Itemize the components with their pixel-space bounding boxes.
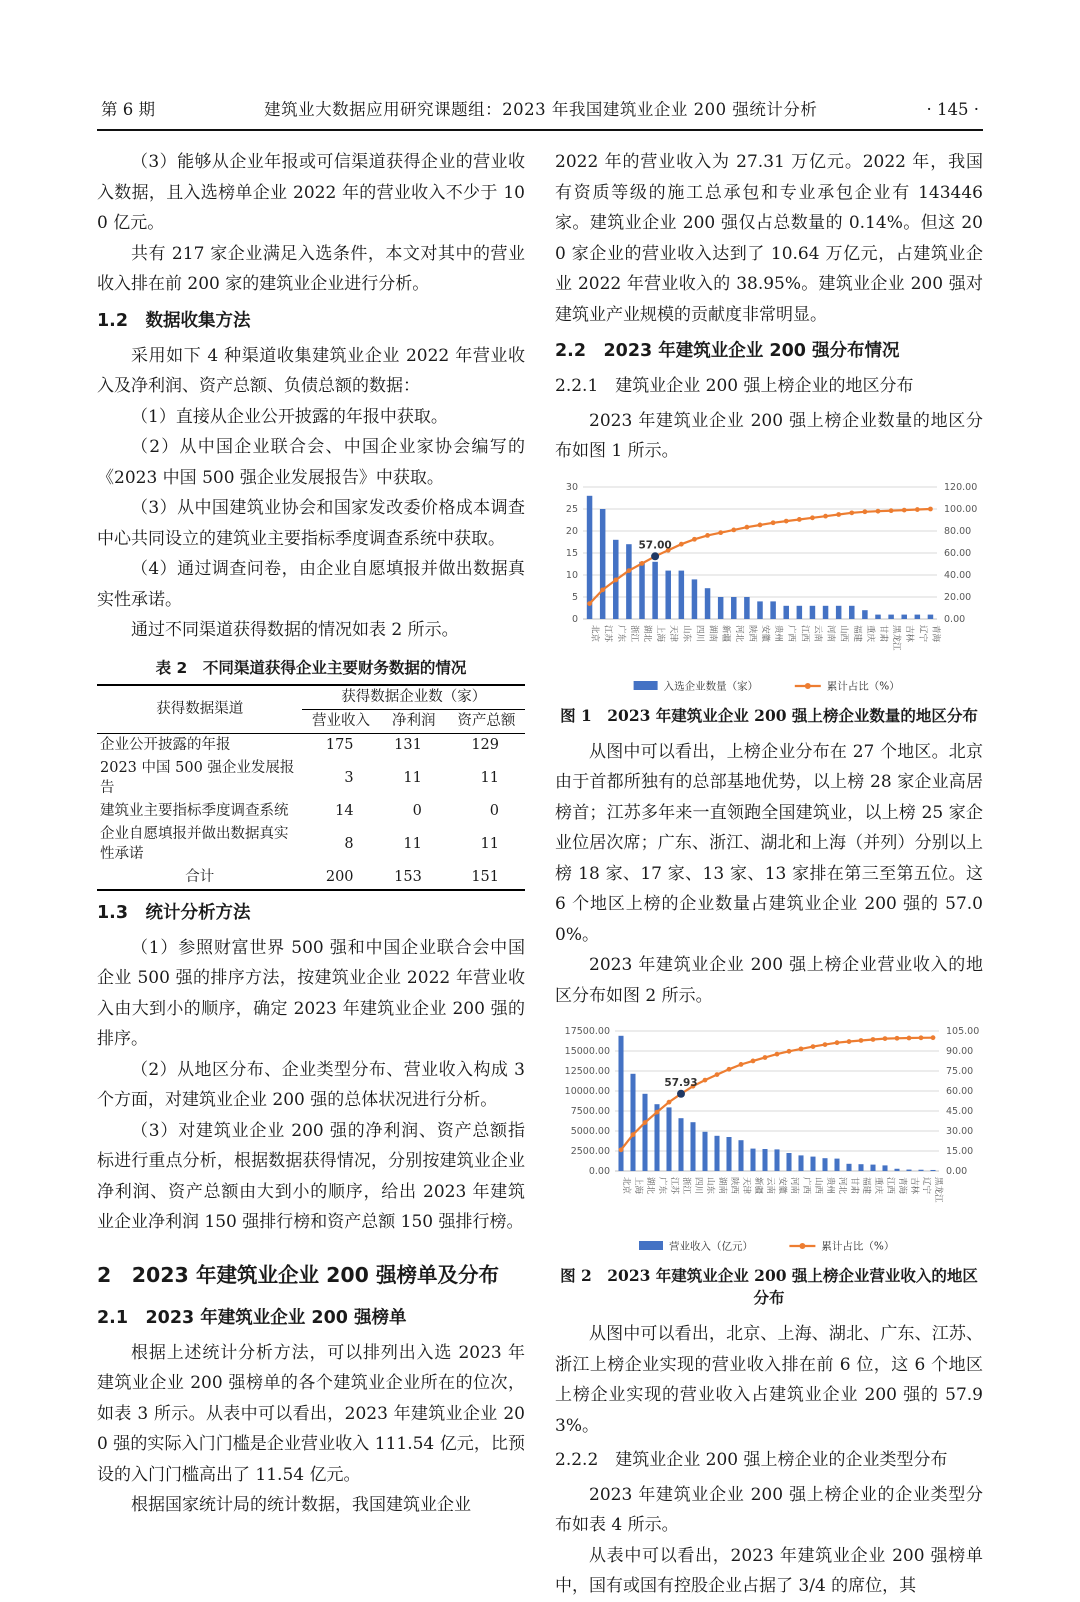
- paragraph: 从图中可以看出，上榜企业分布在 27 个地区。北京由于首都所独有的总部基地优势，以上榜 28 家企业高居榜首；江苏多年来一直领跑全国建筑业，以上榜 25 家企业位居次席；广东、浙江、湖北和上海（并列）分别以上榜 18 家、17 家、13 家、13 家排在第三至第五位。这 6 个地区上榜的企业数量占建筑业企业 200 强的 57.00%。: [555, 741, 983, 945]
- table-cell-value: 151: [471, 869, 499, 885]
- svg-text:0.00: 0.00: [946, 1166, 968, 1178]
- table-row: [97, 823, 525, 866]
- figure2-pareto-chart: [555, 1021, 983, 1261]
- svg-text:0.00: 0.00: [588, 1166, 610, 1178]
- svg-text:黑龙江: 黑龙江: [891, 624, 902, 651]
- subsection-heading-2-2-1: 2.2.1 建筑业企业 200 强上榜企业的地区分布: [555, 376, 914, 396]
- svg-text:陕西: 陕西: [729, 1177, 739, 1195]
- table-cell-value: 11: [480, 836, 499, 852]
- figure2-caption: 图 2 2023 年建筑业企业 200 强上榜企业营业收入的地区分布: [560, 1266, 978, 1307]
- svg-text:广东: 广东: [657, 1177, 667, 1195]
- right-column: [555, 147, 983, 1602]
- table-cell-channel: 2023 中国 500 强企业发展报告: [100, 760, 295, 796]
- svg-text:河北: 河北: [837, 1177, 847, 1195]
- table2-col-revenue: 营业收入: [302, 709, 379, 733]
- svg-text:新疆: 新疆: [753, 1177, 763, 1195]
- svg-text:广西: 广西: [801, 1177, 811, 1195]
- svg-text:河南: 河南: [789, 1177, 799, 1195]
- paragraph: （2）从中国企业联合会、中国企业家协会编写的《2023 中国 500 强企业发展报告》中获取。: [97, 437, 525, 488]
- table-cell-value: 14: [335, 803, 354, 819]
- svg-text:浙江: 浙江: [681, 1177, 691, 1195]
- table-cell-channel: 建筑业主要指标季度调查系统: [100, 803, 289, 819]
- left-column: [97, 147, 525, 1602]
- table2-body: [97, 733, 525, 890]
- svg-text:北京: 北京: [589, 624, 600, 642]
- svg-text:河南: 河南: [825, 624, 836, 642]
- svg-text:累计占比（%）: 累计占比（%）: [821, 1240, 895, 1253]
- svg-text:120.00: 120.00: [944, 481, 978, 493]
- figure1-pareto-chart: [555, 477, 983, 701]
- paragraph: 2022 年的营业收入为 27.31 万亿元。2022 年，我国有资质等级的施工总承包和专业承包企业有 143446 家。建筑业企业 200 强仅占总数量的 0.14%。但这 200 家企业的营业收入达到了 10.64 万亿元，占建筑业企业 2022 年营业收入的 38.95%。建筑业企业 200 强对建筑业产业规模的贡献度非常明显。: [555, 152, 983, 325]
- svg-text:安徽: 安徽: [777, 1177, 787, 1195]
- svg-text:30: 30: [565, 481, 578, 493]
- svg-text:湖南: 湖南: [717, 1177, 727, 1195]
- svg-text:四川: 四川: [693, 1177, 703, 1195]
- svg-text:河北: 河北: [733, 624, 744, 642]
- svg-text:营业收入（亿元）: 营业收入（亿元）: [669, 1240, 753, 1253]
- svg-text:广东: 广东: [615, 624, 626, 642]
- paragraph: （1）直接从企业公开披露的年报中获取。: [131, 406, 448, 427]
- svg-text:上海: 上海: [633, 1177, 643, 1195]
- table-cell-channel: 企业自愿填报并做出数据真实性承诺: [100, 826, 289, 862]
- svg-text:吉林: 吉林: [904, 624, 915, 642]
- table-cell-value: 8: [344, 836, 354, 852]
- svg-text:105.00: 105.00: [946, 1026, 980, 1038]
- svg-text:10: 10: [565, 569, 578, 581]
- paragraph: （3）能够从企业年报或可信渠道获得企业的营业收入数据，且入选榜单企业 2022 年的营业收入不少于 100 亿元。: [97, 152, 525, 233]
- svg-text:0.00: 0.00: [944, 613, 966, 625]
- table-cell-value: 175: [325, 737, 354, 753]
- paragraph: 根据国家统计局的统计数据，我国建筑业企业: [131, 1495, 471, 1515]
- svg-text:45.00: 45.00: [946, 1106, 974, 1118]
- svg-text:吉林: 吉林: [909, 1177, 919, 1195]
- table2-row-header: 获得数据渠道: [97, 685, 302, 734]
- svg-text:江苏: 江苏: [602, 624, 613, 642]
- svg-text:80.00: 80.00: [944, 525, 972, 537]
- paragraph: 通过不同渠道获得数据的情况如表 2 所示。: [131, 620, 459, 640]
- figure1: [555, 477, 983, 727]
- svg-text:北京: 北京: [621, 1177, 631, 1195]
- running-title: 建筑业大数据应用研究课题组：2023 年我国建筑业企业 200 强统计分析: [264, 100, 818, 119]
- svg-text:湖南: 湖南: [707, 624, 718, 642]
- svg-text:江西: 江西: [799, 624, 810, 642]
- svg-text:浙江: 浙江: [628, 624, 639, 642]
- svg-text:青海: 青海: [930, 624, 941, 642]
- svg-text:甘肃: 甘肃: [849, 1177, 859, 1195]
- page-number: · 145 ·: [926, 100, 979, 119]
- svg-text:5: 5: [571, 591, 578, 603]
- table2-block: [97, 656, 525, 891]
- subsection-heading-2-2-2: 2.2.2 建筑业企业 200 强上榜企业的企业类型分布: [555, 1450, 948, 1470]
- paragraph: 采用如下 4 种渠道收集建筑业企业 2022 年营业收入及净利润、资产总额、负债总额的数据：: [97, 345, 525, 396]
- svg-text:90.00: 90.00: [946, 1046, 974, 1058]
- table2-group-header: 获得数据企业数（家）: [302, 685, 525, 710]
- svg-text:15000.00: 15000.00: [564, 1046, 610, 1058]
- svg-text:5000.00: 5000.00: [570, 1126, 610, 1138]
- svg-text:累计占比（%）: 累计占比（%）: [826, 680, 900, 692]
- table-cell-value: 11: [403, 836, 422, 852]
- svg-text:天津: 天津: [668, 624, 679, 642]
- svg-text:四川: 四川: [694, 624, 705, 642]
- svg-text:云南: 云南: [765, 1177, 775, 1195]
- table-cell-value: 3: [344, 770, 354, 786]
- svg-text:20.00: 20.00: [944, 591, 972, 603]
- table2-title: 表 2 不同渠道获得企业主要财务数据的情况: [155, 658, 467, 677]
- paragraph: （2）从地区分布、企业类型分布、营业收入构成 3 个方面，对建筑业企业 200 强的总体状况进行分析。: [97, 1059, 525, 1110]
- paragraph: 从表中可以看出，2023 年建筑业企业 200 强榜单中，国有或国有控股企业占据了 3/4 的席位，其: [555, 1545, 983, 1596]
- issue-number: 第 6 期: [101, 100, 155, 119]
- section-heading-1-3: 1.3 统计分析方法: [97, 902, 251, 923]
- svg-text:上海: 上海: [655, 624, 666, 642]
- svg-text:陕西: 陕西: [746, 624, 757, 642]
- table-cell-value: 131: [394, 737, 422, 753]
- table-cell-value: 11: [480, 770, 499, 786]
- svg-text:辽宁: 辽宁: [921, 1177, 931, 1195]
- svg-text:贵州: 贵州: [773, 624, 784, 642]
- svg-text:湖北: 湖北: [645, 1177, 655, 1195]
- svg-text:江苏: 江苏: [669, 1177, 679, 1195]
- svg-text:15: 15: [565, 547, 578, 559]
- table-cell-value: 0: [412, 803, 422, 819]
- svg-text:天津: 天津: [741, 1177, 751, 1195]
- svg-text:贵州: 贵州: [825, 1177, 835, 1195]
- svg-text:57.00: 57.00: [638, 538, 672, 551]
- svg-text:15.00: 15.00: [946, 1146, 974, 1158]
- table-cell-value: 153: [394, 869, 422, 885]
- svg-text:20: 20: [565, 525, 578, 537]
- svg-text:广西: 广西: [786, 624, 797, 642]
- svg-text:2500.00: 2500.00: [570, 1146, 610, 1158]
- table-cell-channel: 合计: [185, 869, 215, 885]
- paragraph: （3）对建筑业企业 200 强的净利润、资产总额指标进行重点分析，根据数据获得情况，分别按建筑业企业净利润、资产总额由大到小的顺序，给出 2023 年建筑业企业净利润 150 强排行榜和资产总额 150 强排行榜。: [97, 1120, 525, 1232]
- svg-text:山东: 山东: [681, 624, 692, 642]
- paragraph: 2023 年建筑业企业 200 强上榜企业营业收入的地区分布如图 2 所示。: [555, 955, 983, 1006]
- table2: [97, 684, 525, 891]
- table2-col-profit: 净利润: [380, 709, 448, 733]
- svg-text:75.00: 75.00: [946, 1066, 974, 1078]
- svg-text:福建: 福建: [861, 1177, 871, 1195]
- svg-text:30.00: 30.00: [946, 1126, 974, 1138]
- paragraph: 从图中可以看出，北京、上海、湖北、广东、江苏、浙江上榜企业实现的营业收入排在前 6 位，这 6 个地区上榜企业实现的营业收入占建筑业企业 200 强的 57.93%。: [555, 1324, 983, 1436]
- paragraph: （4）通过调查问卷，由企业自愿填报并做出数据真实性承诺。: [97, 559, 525, 610]
- paragraph: 共有 217 家企业满足入选条件，本文对其中的营业收入排在前 200 家的建筑业企业进行分析。: [97, 243, 525, 294]
- svg-text:湖北: 湖北: [642, 624, 652, 642]
- svg-text:12500.00: 12500.00: [564, 1066, 610, 1078]
- svg-text:入选企业数量（家）: 入选企业数量（家）: [663, 680, 759, 692]
- paragraph: 2023 年建筑业企业 200 强上榜企业的企业类型分布如表 4 所示。: [555, 1484, 983, 1535]
- svg-text:100.00: 100.00: [944, 503, 978, 515]
- svg-text:山西: 山西: [838, 624, 849, 642]
- figure2: [555, 1021, 983, 1309]
- svg-text:安徽: 安徽: [760, 624, 770, 642]
- svg-text:黑龙江: 黑龙江: [933, 1177, 943, 1203]
- svg-text:福建: 福建: [851, 624, 862, 642]
- header-rule: [97, 129, 983, 131]
- table-cell-value: 129: [471, 737, 499, 753]
- figure1-caption: 图 1 2023 年建筑业企业 200 强上榜企业数量的地区分布: [560, 705, 978, 725]
- svg-text:57.93: 57.93: [664, 1076, 698, 1089]
- svg-text:重庆: 重庆: [864, 624, 875, 642]
- paragraph: （3）从中国建筑业协会和国家发改委价格成本调查中心共同设立的建筑业主要指标季度调查系统中获取。: [97, 498, 525, 549]
- svg-text:17500.00: 17500.00: [564, 1026, 610, 1038]
- section-heading-2-2: 2.2 2023 年建筑业企业 200 强分布情况: [555, 341, 900, 361]
- svg-text:0: 0: [571, 613, 578, 625]
- svg-text:云南: 云南: [812, 624, 823, 642]
- chapter-heading-2: 2 2023 年建筑业企业 200 强榜单及分布: [97, 1262, 500, 1287]
- svg-text:60.00: 60.00: [944, 547, 972, 559]
- table-row: [97, 800, 525, 823]
- section-heading-1-2: 1.2 数据收集方法: [97, 310, 251, 331]
- paragraph: （1）参照财富世界 500 强和中国企业联合会中国企业 500 强的排序方法，按建筑业企业 2022 年营业收入由大到小的顺序，确定 2023 年建筑业企业 200 强的排序。: [97, 937, 525, 1049]
- table-cell-channel: 企业公开披露的年报: [100, 737, 231, 753]
- table2-col-assets: 资产总额: [448, 709, 525, 733]
- svg-text:青海: 青海: [897, 1177, 907, 1195]
- svg-text:甘肃: 甘肃: [878, 624, 888, 642]
- svg-text:江西: 江西: [885, 1177, 895, 1195]
- svg-text:辽宁: 辽宁: [917, 624, 928, 642]
- svg-text:山东: 山东: [705, 1177, 715, 1195]
- running-head: [97, 96, 983, 129]
- svg-text:60.00: 60.00: [946, 1086, 974, 1098]
- two-column-body: [97, 147, 983, 1602]
- table-row: [97, 733, 525, 757]
- svg-text:40.00: 40.00: [944, 569, 972, 581]
- svg-text:重庆: 重庆: [873, 1177, 883, 1195]
- table-row: [97, 866, 525, 890]
- table-cell-value: 0: [489, 803, 499, 819]
- table-cell-value: 11: [403, 770, 422, 786]
- fig1-svg: [555, 477, 983, 697]
- table-cell-value: 200: [325, 869, 354, 885]
- svg-text:山西: 山西: [813, 1177, 823, 1195]
- fig2-svg: [555, 1021, 983, 1257]
- table-row: [97, 757, 525, 800]
- svg-text:7500.00: 7500.00: [570, 1106, 610, 1118]
- paragraph: 2023 年建筑业企业 200 强上榜企业数量的地区分布如图 1 所示。: [555, 410, 983, 461]
- paragraph: 根据上述统计分析方法，可以排列出入选 2023 年建筑业企业 200 强榜单的各个建筑业企业所在的位次，如表 3 所示。从表中可以看出，2023 年建筑业企业 200 强的实际入门门槛是企业营业收入 111.54 亿元，比预设的入门门槛高出了 11.54 亿元。: [97, 1342, 525, 1485]
- svg-text:10000.00: 10000.00: [564, 1086, 610, 1098]
- section-heading-2-1: 2.1 2023 年建筑业企业 200 强榜单: [97, 1307, 407, 1328]
- svg-text:新疆: 新疆: [720, 624, 731, 642]
- svg-text:25: 25: [565, 503, 578, 515]
